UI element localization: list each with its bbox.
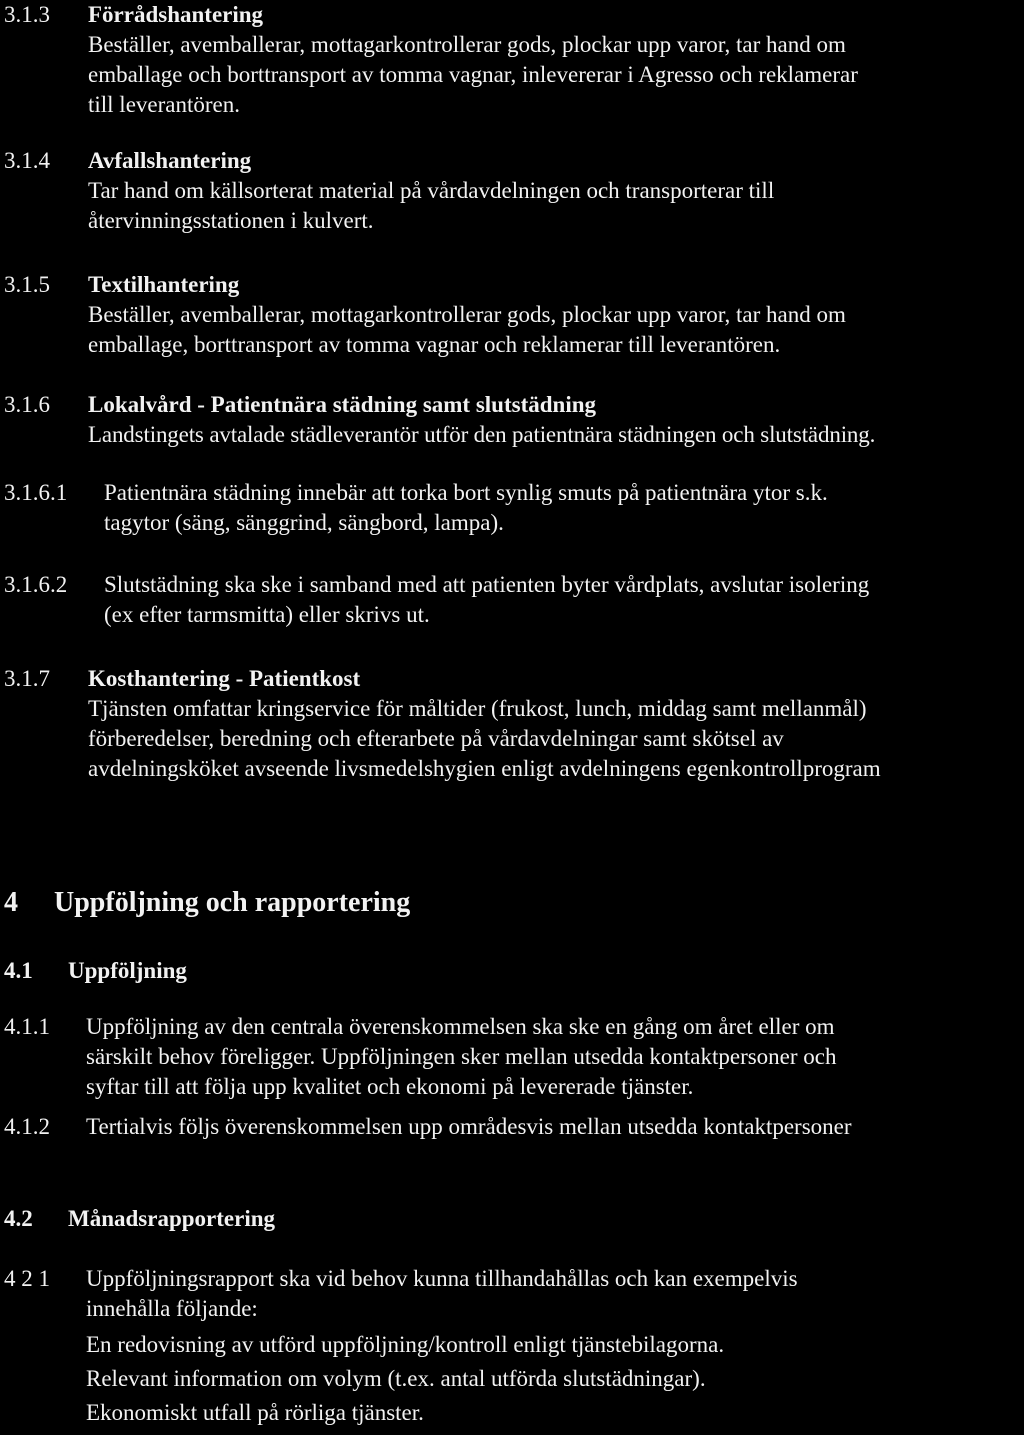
chapter-number: 4 xyxy=(4,887,18,918)
body-line: Slutstädning ska ske i samband med att patienten byter vårdplats, avslutar isolering xyxy=(104,572,870,597)
section-number: 3.1.7 xyxy=(4,666,50,691)
section-body xyxy=(88,30,858,120)
body-line: Relevant information om volym (t.ex. antal utförda slutstädningar). xyxy=(86,1366,706,1391)
body-line: (ex efter tarmsmitta) eller skrivs ut. xyxy=(104,602,430,627)
body-line: särskilt behov föreligger. Uppföljningen sker mellan utsedda kontaktpersoner och xyxy=(86,1044,837,1069)
body-line: Uppföljning av den centrala överenskommelsen ska ske en gång om året eller om xyxy=(86,1014,835,1039)
section-heading: Avfallshantering xyxy=(88,148,252,173)
section-body xyxy=(86,1112,852,1142)
body-line: till leverantören. xyxy=(88,92,240,117)
body-line: En redovisning av utförd uppföljning/kontroll enligt tjänstebilagorna. xyxy=(86,1332,725,1357)
body-line: syftar till att följa upp kvalitet och ekonomi på levererade tjänster. xyxy=(86,1074,694,1099)
section-heading: Textilhantering xyxy=(88,272,240,297)
section-heading: Förrådshantering xyxy=(88,2,264,27)
body-line: Landstingets avtalade städleverantör utför den patientnära städningen och slutstädning. xyxy=(88,422,876,447)
section-body xyxy=(88,694,881,784)
section-number: 3.1.6.1 xyxy=(4,480,68,505)
subsection-heading: Uppföljning xyxy=(68,958,187,983)
section-body xyxy=(86,1264,798,1428)
section-number: 4.1.2 xyxy=(4,1114,50,1139)
section-heading: Kosthantering - Patientkost xyxy=(88,666,361,691)
section-body xyxy=(104,570,869,630)
section-number: 3.1.5 xyxy=(4,272,50,297)
subsection-heading: Månadsrapportering xyxy=(68,1206,275,1231)
subsection-number: 4.2 xyxy=(4,1206,33,1231)
section-number: 3.1.6.2 xyxy=(4,572,68,597)
body-line: innehålla följande: xyxy=(86,1296,258,1321)
section-number: 4.1.1 xyxy=(4,1014,50,1039)
chapter-title: Uppföljning och rapportering xyxy=(54,887,411,918)
section-number: 3.1.6 xyxy=(4,392,50,417)
section-body xyxy=(88,176,774,236)
body-line: återvinningsstationen i kulvert. xyxy=(88,208,374,233)
section-body xyxy=(88,300,846,360)
body-line: Uppföljningsrapport ska vid behov kunna tillhandahållas och kan exempelvis xyxy=(86,1266,798,1291)
body-line: emballage, borttransport av tomma vagnar och reklamerar till leverantören. xyxy=(88,332,781,357)
section-body xyxy=(86,1012,837,1102)
body-line: Tar hand om källsorterat material på vårdavdelningen och transporterar till xyxy=(88,178,775,203)
body-line: emballage och borttransport av tomma vagnar, inlevererar i Agresso och reklamerar xyxy=(88,62,858,87)
body-line: tagytor (säng, sänggrind, sängbord, lampa). xyxy=(104,510,504,535)
section-number: 3.1.3 xyxy=(4,2,50,27)
body-line: Tjänsten omfattar kringservice för måltider (frukost, lunch, middag samt mellanmål) xyxy=(88,696,867,721)
body-line: förberedelser, beredning och efterarbete på vårdavdelningar samt skötsel av xyxy=(88,726,784,751)
section-number: 3.1.4 xyxy=(4,148,50,173)
section-number: 4 2 1 xyxy=(4,1266,50,1291)
section-heading: Lokalvård - Patientnära städning samt slutstädning xyxy=(88,392,596,417)
subsection-number: 4.1 xyxy=(4,958,33,983)
body-line: Tertialvis följs överenskommelsen upp områdesvis mellan utsedda kontaktpersoner xyxy=(86,1114,852,1139)
body-line: Ekonomiskt utfall på rörliga tjänster. xyxy=(86,1400,424,1425)
section-body xyxy=(88,420,875,450)
body-line: avdelningsköket avseende livsmedelshygien enligt avdelningens egenkontrollprogram xyxy=(88,756,881,781)
body-line: Patientnära städning innebär att torka bort synlig smuts på patientnära ytor s.k. xyxy=(104,480,828,505)
section-body xyxy=(104,478,828,538)
body-line: Beställer, avemballerar, mottagarkontrollerar gods, plockar upp varor, tar hand om xyxy=(88,32,846,57)
body-line: Beställer, avemballerar, mottagarkontrollerar gods, plockar upp varor, tar hand om xyxy=(88,302,846,327)
